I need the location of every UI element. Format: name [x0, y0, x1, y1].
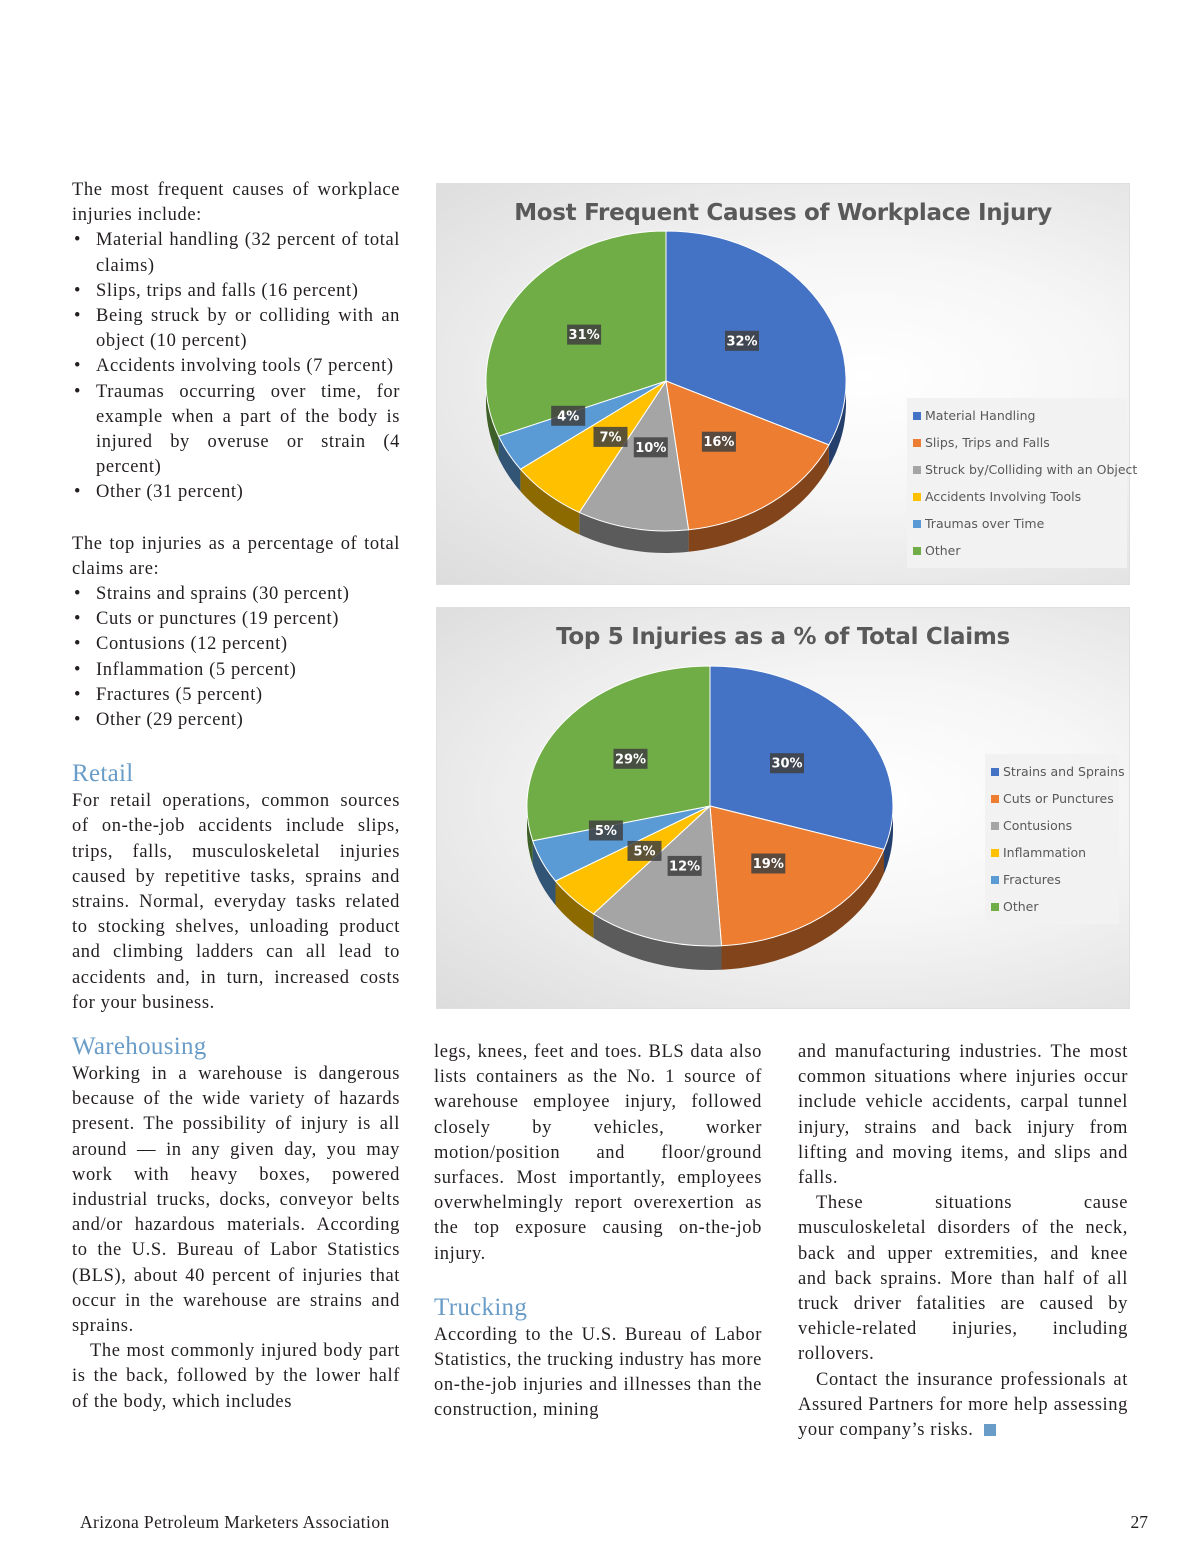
legend-label: Fractures: [1003, 872, 1061, 887]
data-label-text: 12%: [669, 859, 701, 875]
legend-swatch: [913, 466, 921, 474]
legend-swatch: [991, 903, 999, 911]
legend-item: [991, 785, 1113, 812]
legend-item: [913, 483, 1121, 510]
injuries-list: [72, 582, 400, 733]
legend-item: [913, 456, 1138, 483]
data-label-text: 16%: [703, 435, 735, 451]
middle-column: [434, 1040, 762, 1424]
chart-title: Most Frequent Causes of Workplace Injury: [514, 200, 1052, 226]
data-label: [770, 753, 804, 773]
legend-item: [913, 429, 1121, 456]
legend-swatch: [991, 795, 999, 803]
legend-label: Struck by/Colliding with an Object: [925, 462, 1138, 477]
legend-swatch: [913, 493, 921, 501]
legend-swatch: [991, 768, 999, 776]
right-column: [798, 1040, 1128, 1443]
data-label-text: 30%: [771, 756, 803, 772]
data-label-text: 5%: [633, 844, 656, 860]
data-label: [702, 432, 736, 452]
data-label-text: 7%: [599, 430, 622, 446]
warehousing-paragraph-2-start: The most commonly injured body part is the back, followed by the lower half of the body, which includes: [72, 1341, 400, 1412]
legend-label: Material Handling: [925, 408, 1036, 423]
footer-publication: Arizona Petroleum Marketers Association: [80, 1512, 390, 1532]
list-item: • Material handling (32 percent of total claims): [72, 228, 400, 278]
warehousing-paragraph-2-cont: legs, knees, feet and toes. BLS data also lists containers as the No. 1 source of warehouse employee injury, followed closely by vehicles, worker motion/position and floor/ground surfaces. Most importantly, employees overwhelmingly report overexertion as the top exposure causing on-the-job injury.: [434, 1042, 762, 1264]
data-label-text: 31%: [568, 328, 600, 344]
legend-swatch: [913, 412, 921, 420]
legend-swatch: [913, 520, 921, 528]
data-label: [594, 427, 628, 447]
injuries-lead: The top injuries as a percentage of total claims are:: [72, 533, 400, 579]
legend-label: Contusions: [1003, 818, 1073, 833]
data-label: [634, 437, 668, 457]
chart-title: Top 5 Injuries as a % of Total Claims: [556, 624, 1010, 650]
legend-swatch: [991, 822, 999, 830]
page-number: 27: [1130, 1512, 1148, 1532]
chart-injuries: [436, 607, 1130, 1009]
trucking-paragraph-1-cont: and manufacturing industries. The most common situations where injuries occur include vehicle accidents, carpal tunnel injury, strains and back injury from lifting and moving items, and slips and falls.: [798, 1042, 1128, 1189]
data-label-text: 32%: [726, 334, 758, 350]
legend-item: [991, 812, 1113, 839]
legend-label: Accidents Involving Tools: [925, 489, 1082, 504]
legend-item: [991, 758, 1125, 785]
legend-item: [913, 402, 1121, 429]
data-label: [751, 854, 785, 874]
legend-item: [991, 866, 1113, 893]
warehousing-paragraph-1: Working in a warehouse is dangerous because of the wide variety of hazards present. The possibility of injury is all around — in any given day, you may work with heavy boxes, powered industrial trucks, docks, conveyor belts and/or hazardous materials. According to the U.S. Bureau of Labor Statistics (BLS), about 40 percent of injuries that occur in the warehouse are strains and sprains.: [72, 1064, 400, 1337]
list-item: • Contusions (12 percent): [72, 632, 400, 657]
legend-label: Strains and Sprains: [1003, 764, 1125, 779]
list-item: • Fractures (5 percent): [72, 683, 400, 708]
legend-swatch: [913, 547, 921, 555]
data-label: [668, 856, 702, 876]
list-item: • Slips, trips and falls (16 percent): [72, 279, 400, 304]
data-label: [628, 841, 662, 861]
data-label: [725, 331, 759, 351]
list-item: • Inflammation (5 percent): [72, 658, 400, 683]
data-label: [589, 821, 623, 841]
legend-item: [913, 537, 1121, 564]
chart-causes: [436, 183, 1138, 585]
chart-legend: [985, 754, 1125, 924]
list-item: • Strains and sprains (30 percent): [72, 582, 400, 607]
list-item: • Other (29 percent): [72, 708, 400, 733]
data-label: [567, 325, 601, 345]
list-item: • Other (31 percent): [72, 480, 400, 505]
legend-label: Other: [925, 543, 961, 558]
retail-heading: Retail: [72, 760, 134, 788]
end-mark-icon: [984, 1424, 996, 1436]
trucking-heading: Trucking: [434, 1293, 528, 1321]
trucking-paragraph-1-start: According to the U.S. Bureau of Labor Statistics, the trucking industry has more on-the-job injuries and illnesses than the construction, mining: [434, 1324, 762, 1421]
trucking-paragraph-3-text: Contact the insurance professionals at Assured Partners for more help assessing your company’s risks.: [798, 1369, 1128, 1441]
legend-item: [913, 510, 1121, 537]
legend-label: Slips, Trips and Falls: [925, 435, 1050, 450]
legend-label: Other: [1003, 899, 1039, 914]
legend-swatch: [991, 876, 999, 884]
legend-item: [991, 839, 1113, 866]
trucking-paragraph-3: [798, 1368, 1128, 1444]
data-label: [551, 406, 585, 426]
warehousing-heading: Warehousing: [72, 1033, 207, 1060]
legend-label: Cuts or Punctures: [1003, 791, 1114, 806]
left-column: [72, 178, 400, 1016]
trucking-paragraph-2: These situations cause musculoskeletal disorders of the neck, back and upper extremities, and knee and back sprains. More than half of all truck driver fatalities are caused by vehicle-related injuries, including rollovers.: [798, 1193, 1128, 1365]
data-label-text: 29%: [614, 752, 647, 768]
causes-lead: The most frequent causes of workplace injuries include:: [72, 180, 400, 226]
list-item: • Accidents involving tools (7 percent): [72, 354, 400, 379]
data-label-text: 19%: [752, 857, 784, 872]
data-label-text: 4%: [557, 409, 580, 425]
warehousing-section: [72, 1032, 400, 1415]
data-label: [614, 749, 648, 769]
data-label-text: 5%: [594, 824, 617, 839]
legend-label: Traumas over Time: [925, 516, 1045, 531]
retail-body: For retail operations, common sources of on-the-job accidents include slips, trips, falls, musculoskeletal injuries caused by repetitive tasks, sprains and strains. Normal, everyday tasks related to stocking shelves, unloading product and climbing ladders can all lead to accidents and, in turn, increased costs for your business.: [72, 791, 400, 1013]
list-item: • Being struck by or colliding with an object (10 percent): [72, 304, 400, 354]
list-item: • Cuts or punctures (19 percent): [72, 607, 400, 632]
data-label-text: 10%: [635, 440, 667, 456]
legend-swatch: [991, 849, 999, 857]
legend-label: Inflammation: [1003, 845, 1087, 860]
legend-item: [991, 893, 1113, 920]
legend-swatch: [913, 439, 921, 447]
chart-legend: [907, 398, 1138, 568]
causes-list: [72, 228, 400, 505]
list-item: • Traumas occurring over time, for example when a part of the body is injured by overuse or strain (4 percent): [72, 380, 400, 481]
